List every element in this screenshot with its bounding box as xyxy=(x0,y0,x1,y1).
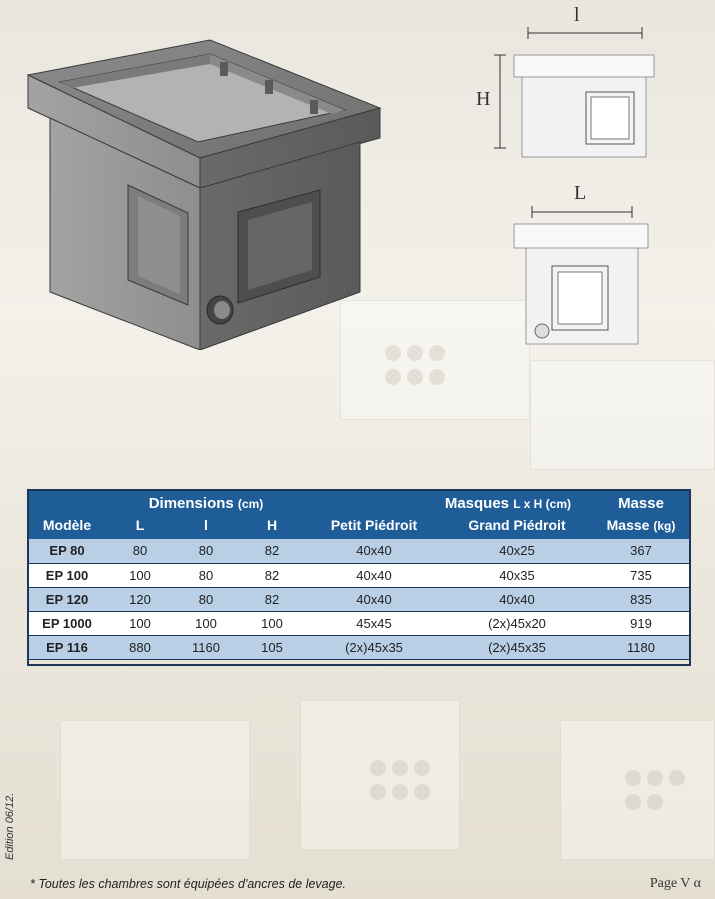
cell-l: 80 xyxy=(173,539,239,563)
header-dimensions: Dimensions (cm) xyxy=(107,489,305,514)
cell-model: EP 1000 xyxy=(27,611,107,635)
cell-l: 80 xyxy=(173,587,239,611)
table-row xyxy=(27,563,691,587)
header-l: l xyxy=(173,514,239,539)
cell-l: 100 xyxy=(173,611,239,635)
cell-masse: 919 xyxy=(591,611,691,635)
dimension-label-L: L xyxy=(574,182,587,204)
cell-L: 880 xyxy=(107,635,173,659)
table-group-header-row xyxy=(27,489,691,514)
table-body xyxy=(27,539,691,659)
cell-model: EP 120 xyxy=(27,587,107,611)
cell-grand: 40x25 xyxy=(443,539,591,563)
cell-petit: (2x)45x35 xyxy=(305,635,443,659)
cell-l: 1160 xyxy=(173,635,239,659)
header-masques: Masques L x H (cm) xyxy=(305,489,591,514)
edition-label: Edition 06/12. xyxy=(4,792,16,860)
page-label: Page V α xyxy=(649,876,701,891)
table-column-header-row xyxy=(27,514,691,539)
cell-grand: (2x)45x35 xyxy=(443,635,591,659)
cell-l: 80 xyxy=(173,563,239,587)
cell-H: 105 xyxy=(239,635,305,659)
cell-petit: 40x40 xyxy=(305,587,443,611)
elevation-svg xyxy=(470,0,710,360)
cell-grand: (2x)45x20 xyxy=(443,611,591,635)
header-modele: Modèle xyxy=(27,514,107,539)
table-row xyxy=(27,611,691,635)
cell-masse: 835 xyxy=(591,587,691,611)
cell-grand: 40x35 xyxy=(443,563,591,587)
cell-grand: 40x40 xyxy=(443,587,591,611)
header-blank xyxy=(27,489,107,514)
header-L: L xyxy=(107,514,173,539)
concrete-chamber-illustration xyxy=(20,30,390,350)
cell-masse: 735 xyxy=(591,563,691,587)
cell-H: 82 xyxy=(239,539,305,563)
cell-H: 100 xyxy=(239,611,305,635)
header-H: H xyxy=(239,514,305,539)
table-row xyxy=(27,587,691,611)
header-grand-piedroit: Grand Piédroit xyxy=(443,514,591,539)
cell-model: EP 116 xyxy=(27,635,107,659)
cell-petit: 45x45 xyxy=(305,611,443,635)
cell-masse: 367 xyxy=(591,539,691,563)
header-masse-group: Masse xyxy=(591,489,691,514)
cell-H: 82 xyxy=(239,563,305,587)
cell-masse: 1180 xyxy=(591,635,691,659)
elevation-drawings xyxy=(470,0,710,360)
header-masse: Masse (kg) xyxy=(591,514,691,539)
cell-model: EP 100 xyxy=(27,563,107,587)
header-petit-piedroit: Petit Piédroit xyxy=(305,514,443,539)
cell-H: 82 xyxy=(239,587,305,611)
footnote: * Toutes les chambres sont équipées d'ancres de levage. xyxy=(30,877,347,891)
table-row xyxy=(27,539,691,563)
dimension-label-h: H xyxy=(476,88,491,110)
table-row xyxy=(27,635,691,659)
cell-L: 80 xyxy=(107,539,173,563)
cell-petit: 40x40 xyxy=(305,563,443,587)
dimension-label-l: l xyxy=(574,4,580,26)
spec-table xyxy=(27,489,691,660)
cell-L: 100 xyxy=(107,611,173,635)
cell-petit: 40x40 xyxy=(305,539,443,563)
cell-L: 120 xyxy=(107,587,173,611)
cell-model: EP 80 xyxy=(27,539,107,563)
cell-L: 100 xyxy=(107,563,173,587)
